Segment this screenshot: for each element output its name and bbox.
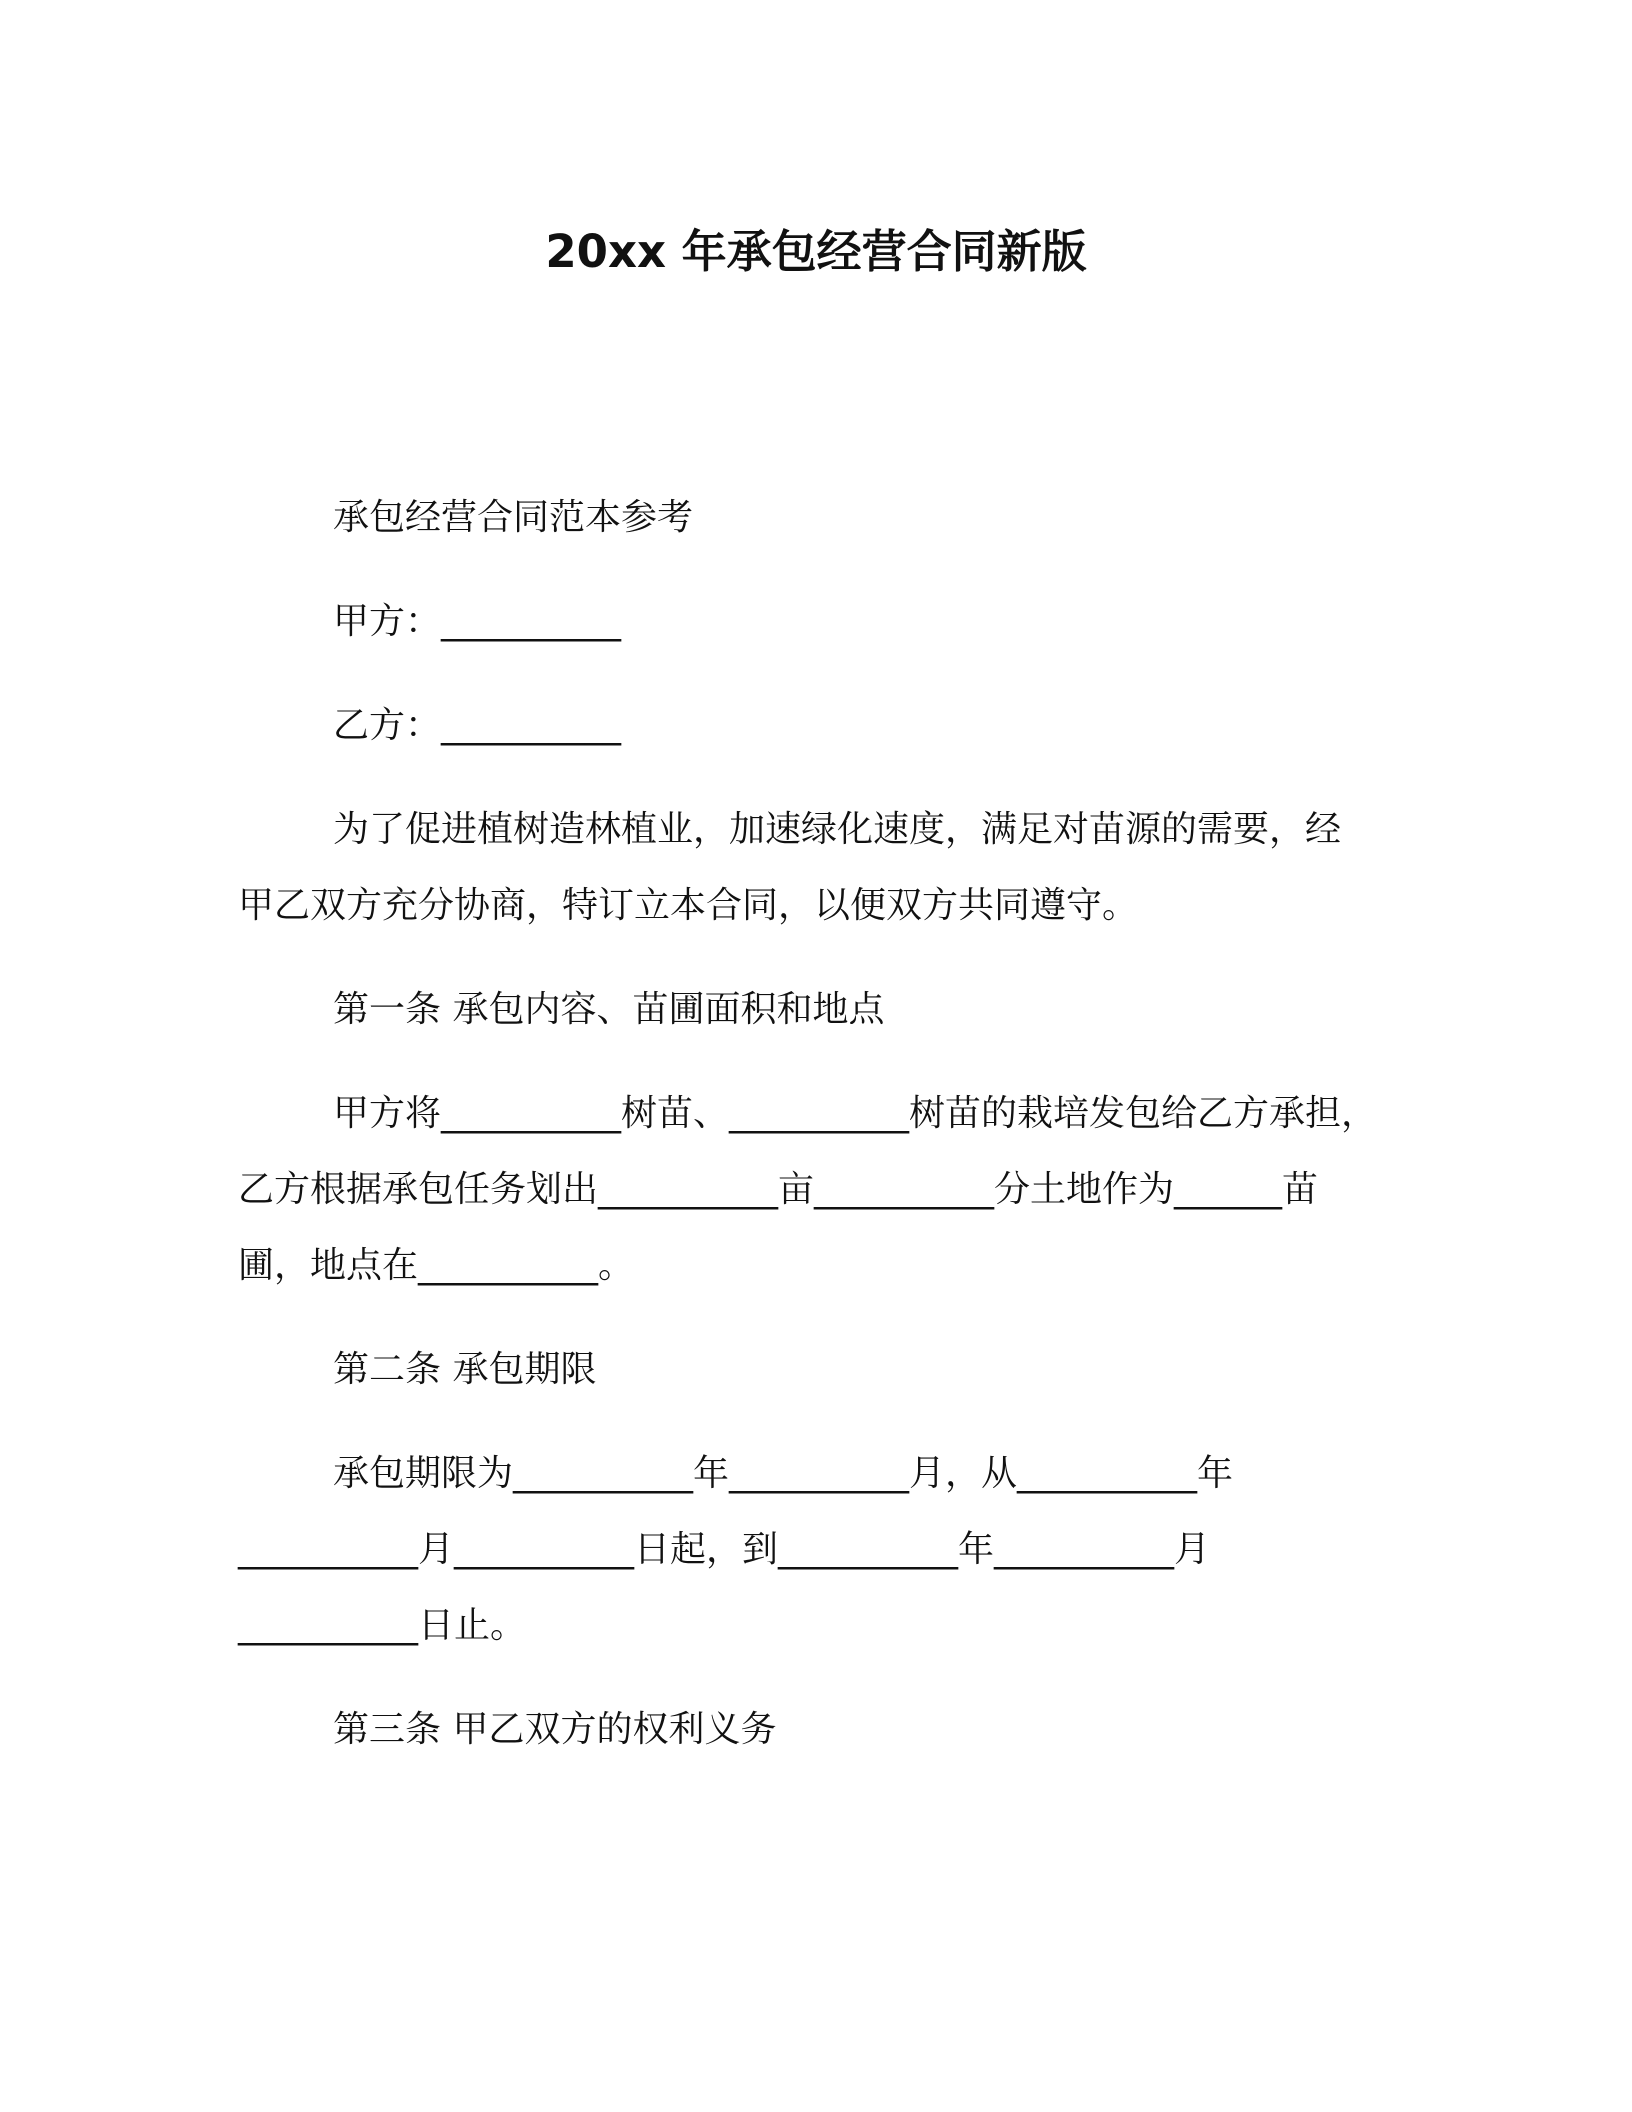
subtitle-line: 承包经营合同范本参考: [333, 497, 694, 538]
article-2-line-1: 承包期限为__________年__________月，从__________年: [333, 1453, 1234, 1494]
party-b-line: 乙方：__________: [333, 705, 622, 746]
article-1-line-3: 圃，地点在__________。: [238, 1245, 635, 1286]
party-a-line: 甲方：__________: [333, 601, 622, 642]
article-3-heading: 第三条 甲乙双方的权利义务: [333, 1709, 777, 1750]
document-title: 20xx 年承包经营合同新版: [545, 225, 1087, 278]
article-2-line-3: __________日止。: [238, 1605, 527, 1646]
article-2-heading: 第二条 承包期限: [333, 1349, 597, 1390]
article-1-heading: 第一条 承包内容、苗圃面积和地点: [333, 989, 885, 1030]
article-2-line-2: __________月__________日起，到__________年__________月: [238, 1529, 1211, 1570]
article-1-line-2: 乙方根据承包任务划出__________亩__________分土地作为______苗: [238, 1169, 1319, 1210]
article-1-line-1: 甲方将__________树苗、__________树苗的栽培发包给乙方承担，: [333, 1093, 1378, 1134]
preamble-line-2: 甲乙双方充分协商，特订立本合同，以便双方共同遵守。: [238, 885, 1139, 926]
preamble-line-1: 为了促进植树造林植业，加速绿化速度，满足对苗源的需要，经: [333, 809, 1342, 850]
